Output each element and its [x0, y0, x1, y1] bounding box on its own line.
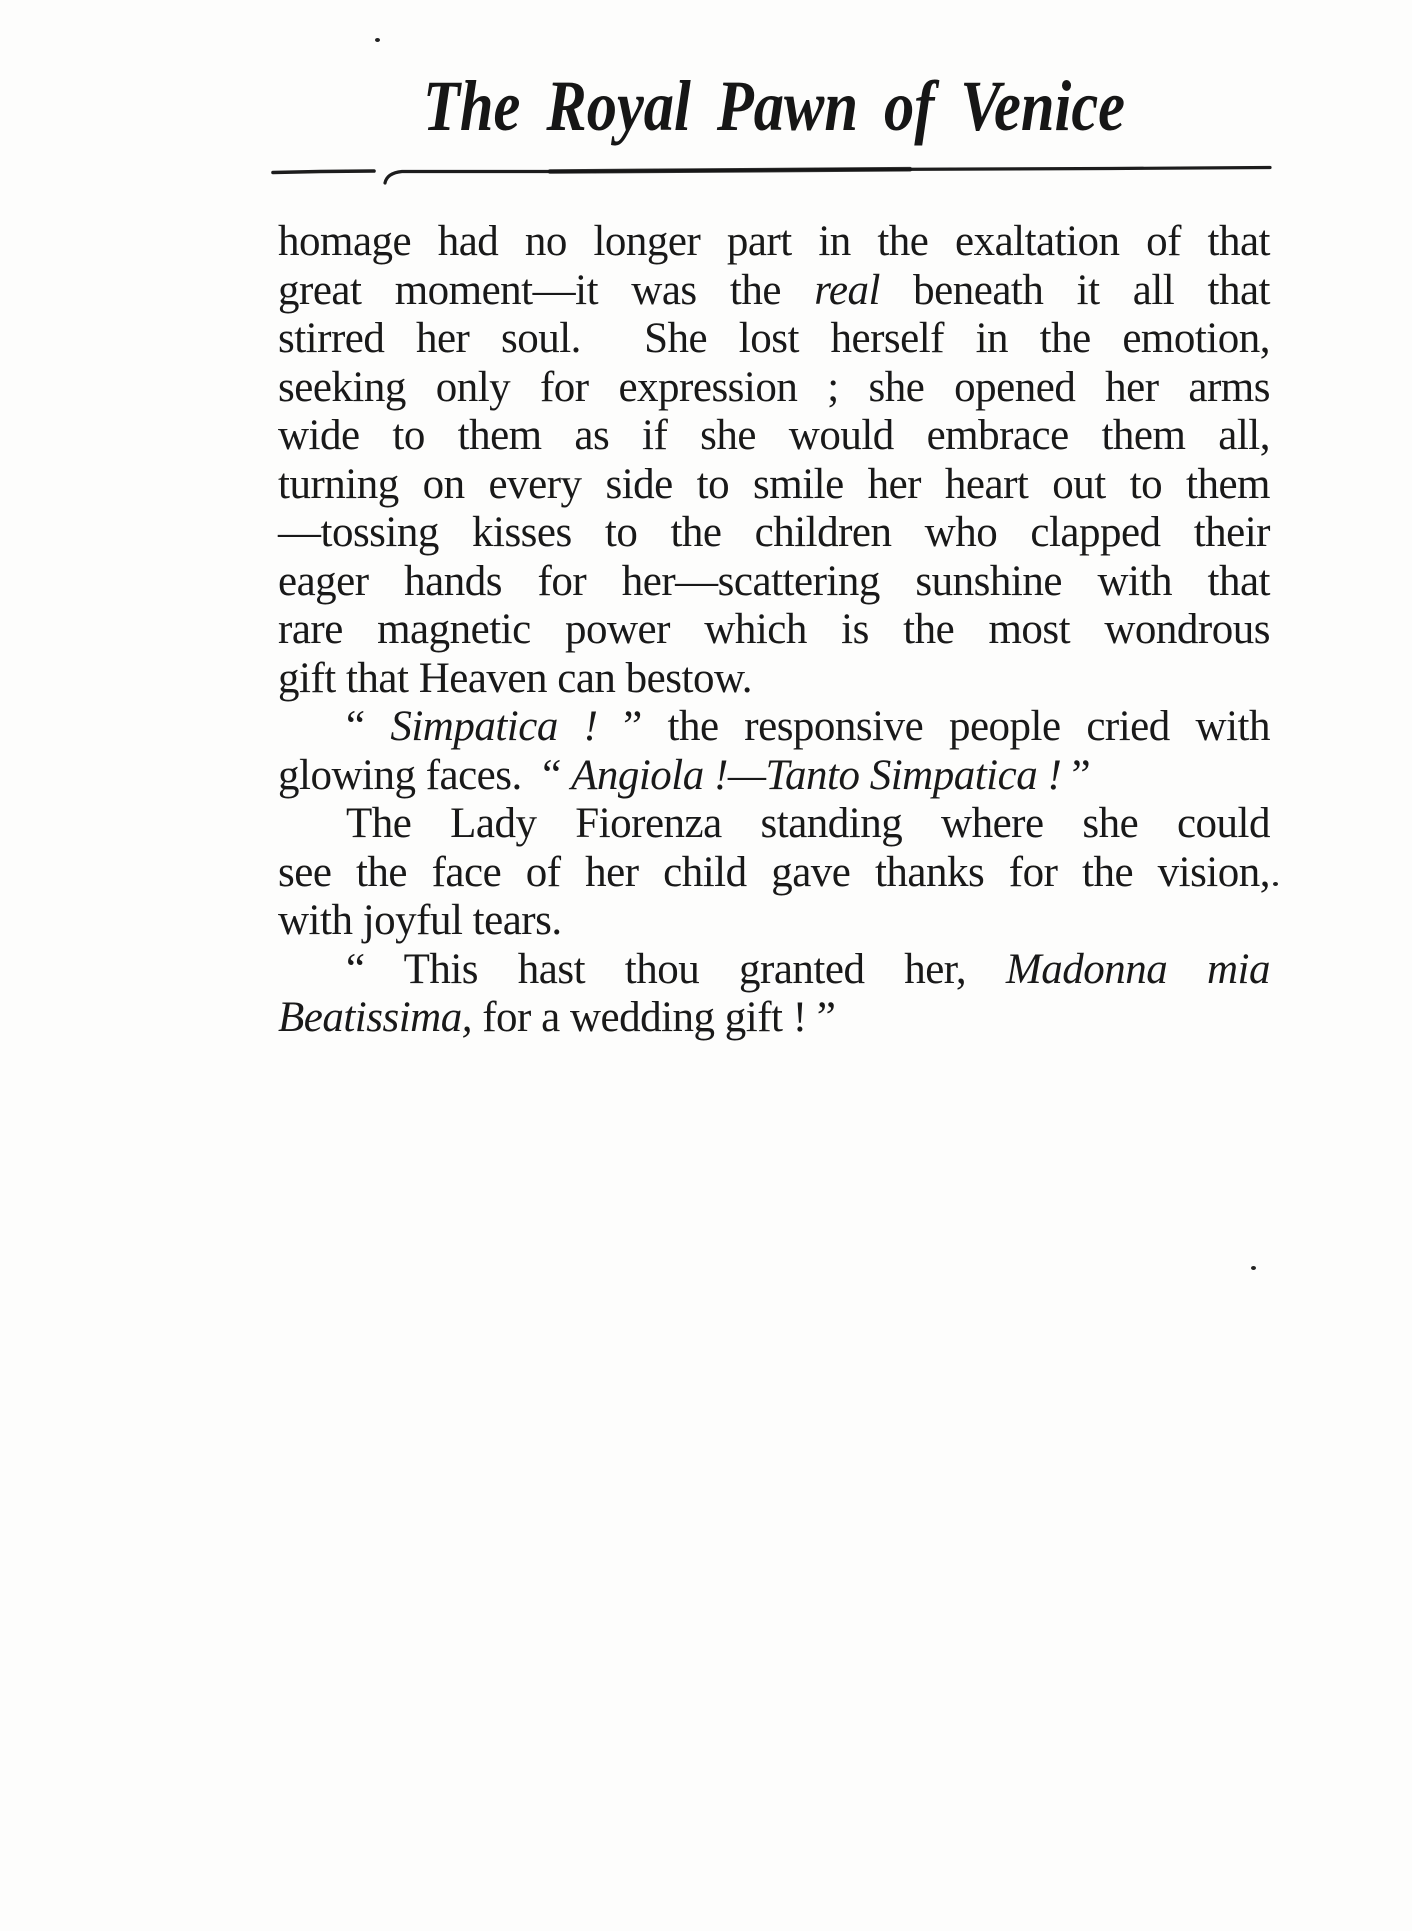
roman-text: ” the responsive people cried with	[597, 703, 1270, 750]
roman-text: ”	[1061, 751, 1091, 799]
body-line-3	[278, 315, 1270, 364]
body-line-16	[278, 946, 1270, 995]
roman-text: for a wedding gift ! ”	[471, 994, 836, 1041]
roman-text: seeking only for expression ; she opened her arms	[278, 363, 1270, 411]
roman-text: glowing faces. “	[278, 751, 572, 799]
body-line-8	[278, 558, 1270, 607]
roman-text: eager hands for her—scattering sunshine with that	[278, 557, 1270, 605]
italic-text: Simpatica !	[390, 703, 598, 750]
roman-text: see the face of her child gave thanks for the vision,	[278, 848, 1270, 896]
body-line-15	[278, 897, 1270, 946]
roman-text: rare magnetic power which is the most wondrous	[278, 606, 1270, 653]
scan-speck	[1251, 1266, 1256, 1270]
body-line-1	[278, 218, 1270, 267]
roman-text: The Lady Fiorenza standing where she could	[346, 800, 1270, 847]
body-line-7	[278, 509, 1270, 558]
body-line-4	[278, 364, 1270, 413]
body-line-12	[278, 752, 1270, 801]
body-line-9	[278, 606, 1270, 655]
body-line-2	[278, 267, 1270, 316]
italic-text: real	[814, 266, 880, 314]
body-line-13	[278, 800, 1270, 849]
roman-text: with joyful tears.	[278, 897, 562, 944]
italic-text: Angiola !—Tanto Simpatica !	[571, 751, 1062, 799]
body-line-17	[278, 994, 1270, 1043]
scan-speck	[1273, 882, 1278, 886]
page-title: The Royal Pawn of Venice	[422, 66, 1126, 146]
roman-text: “ This hast thou granted her,	[346, 945, 1006, 993]
roman-text: homage had no longer part in the exaltation of that	[278, 218, 1270, 265]
roman-text: “	[346, 703, 391, 750]
body-line-6	[278, 461, 1270, 510]
roman-text: stirred her soul. She lost herself in the emotion,	[278, 315, 1270, 362]
body-line-10	[278, 655, 1270, 704]
roman-text: great moment—it was the	[278, 266, 815, 314]
body-line-5	[278, 412, 1270, 461]
scan-speck	[375, 38, 380, 42]
roman-text: beneath it all that	[879, 266, 1270, 314]
italic-text: Beatissima,	[278, 994, 472, 1041]
header-rule	[250, 150, 1310, 195]
italic-text: Madonna mia	[1005, 945, 1270, 993]
roman-text: turning on every side to smile her heart out to them	[278, 460, 1270, 508]
body-line-11	[278, 703, 1270, 752]
body-text	[278, 218, 1270, 1043]
roman-text: gift that Heaven can bestow.	[278, 654, 752, 702]
roman-text: —tossing kisses to the children who clapped their	[278, 509, 1270, 556]
body-line-14	[278, 849, 1270, 898]
roman-text: wide to them as if she would embrace them all,	[278, 412, 1270, 459]
